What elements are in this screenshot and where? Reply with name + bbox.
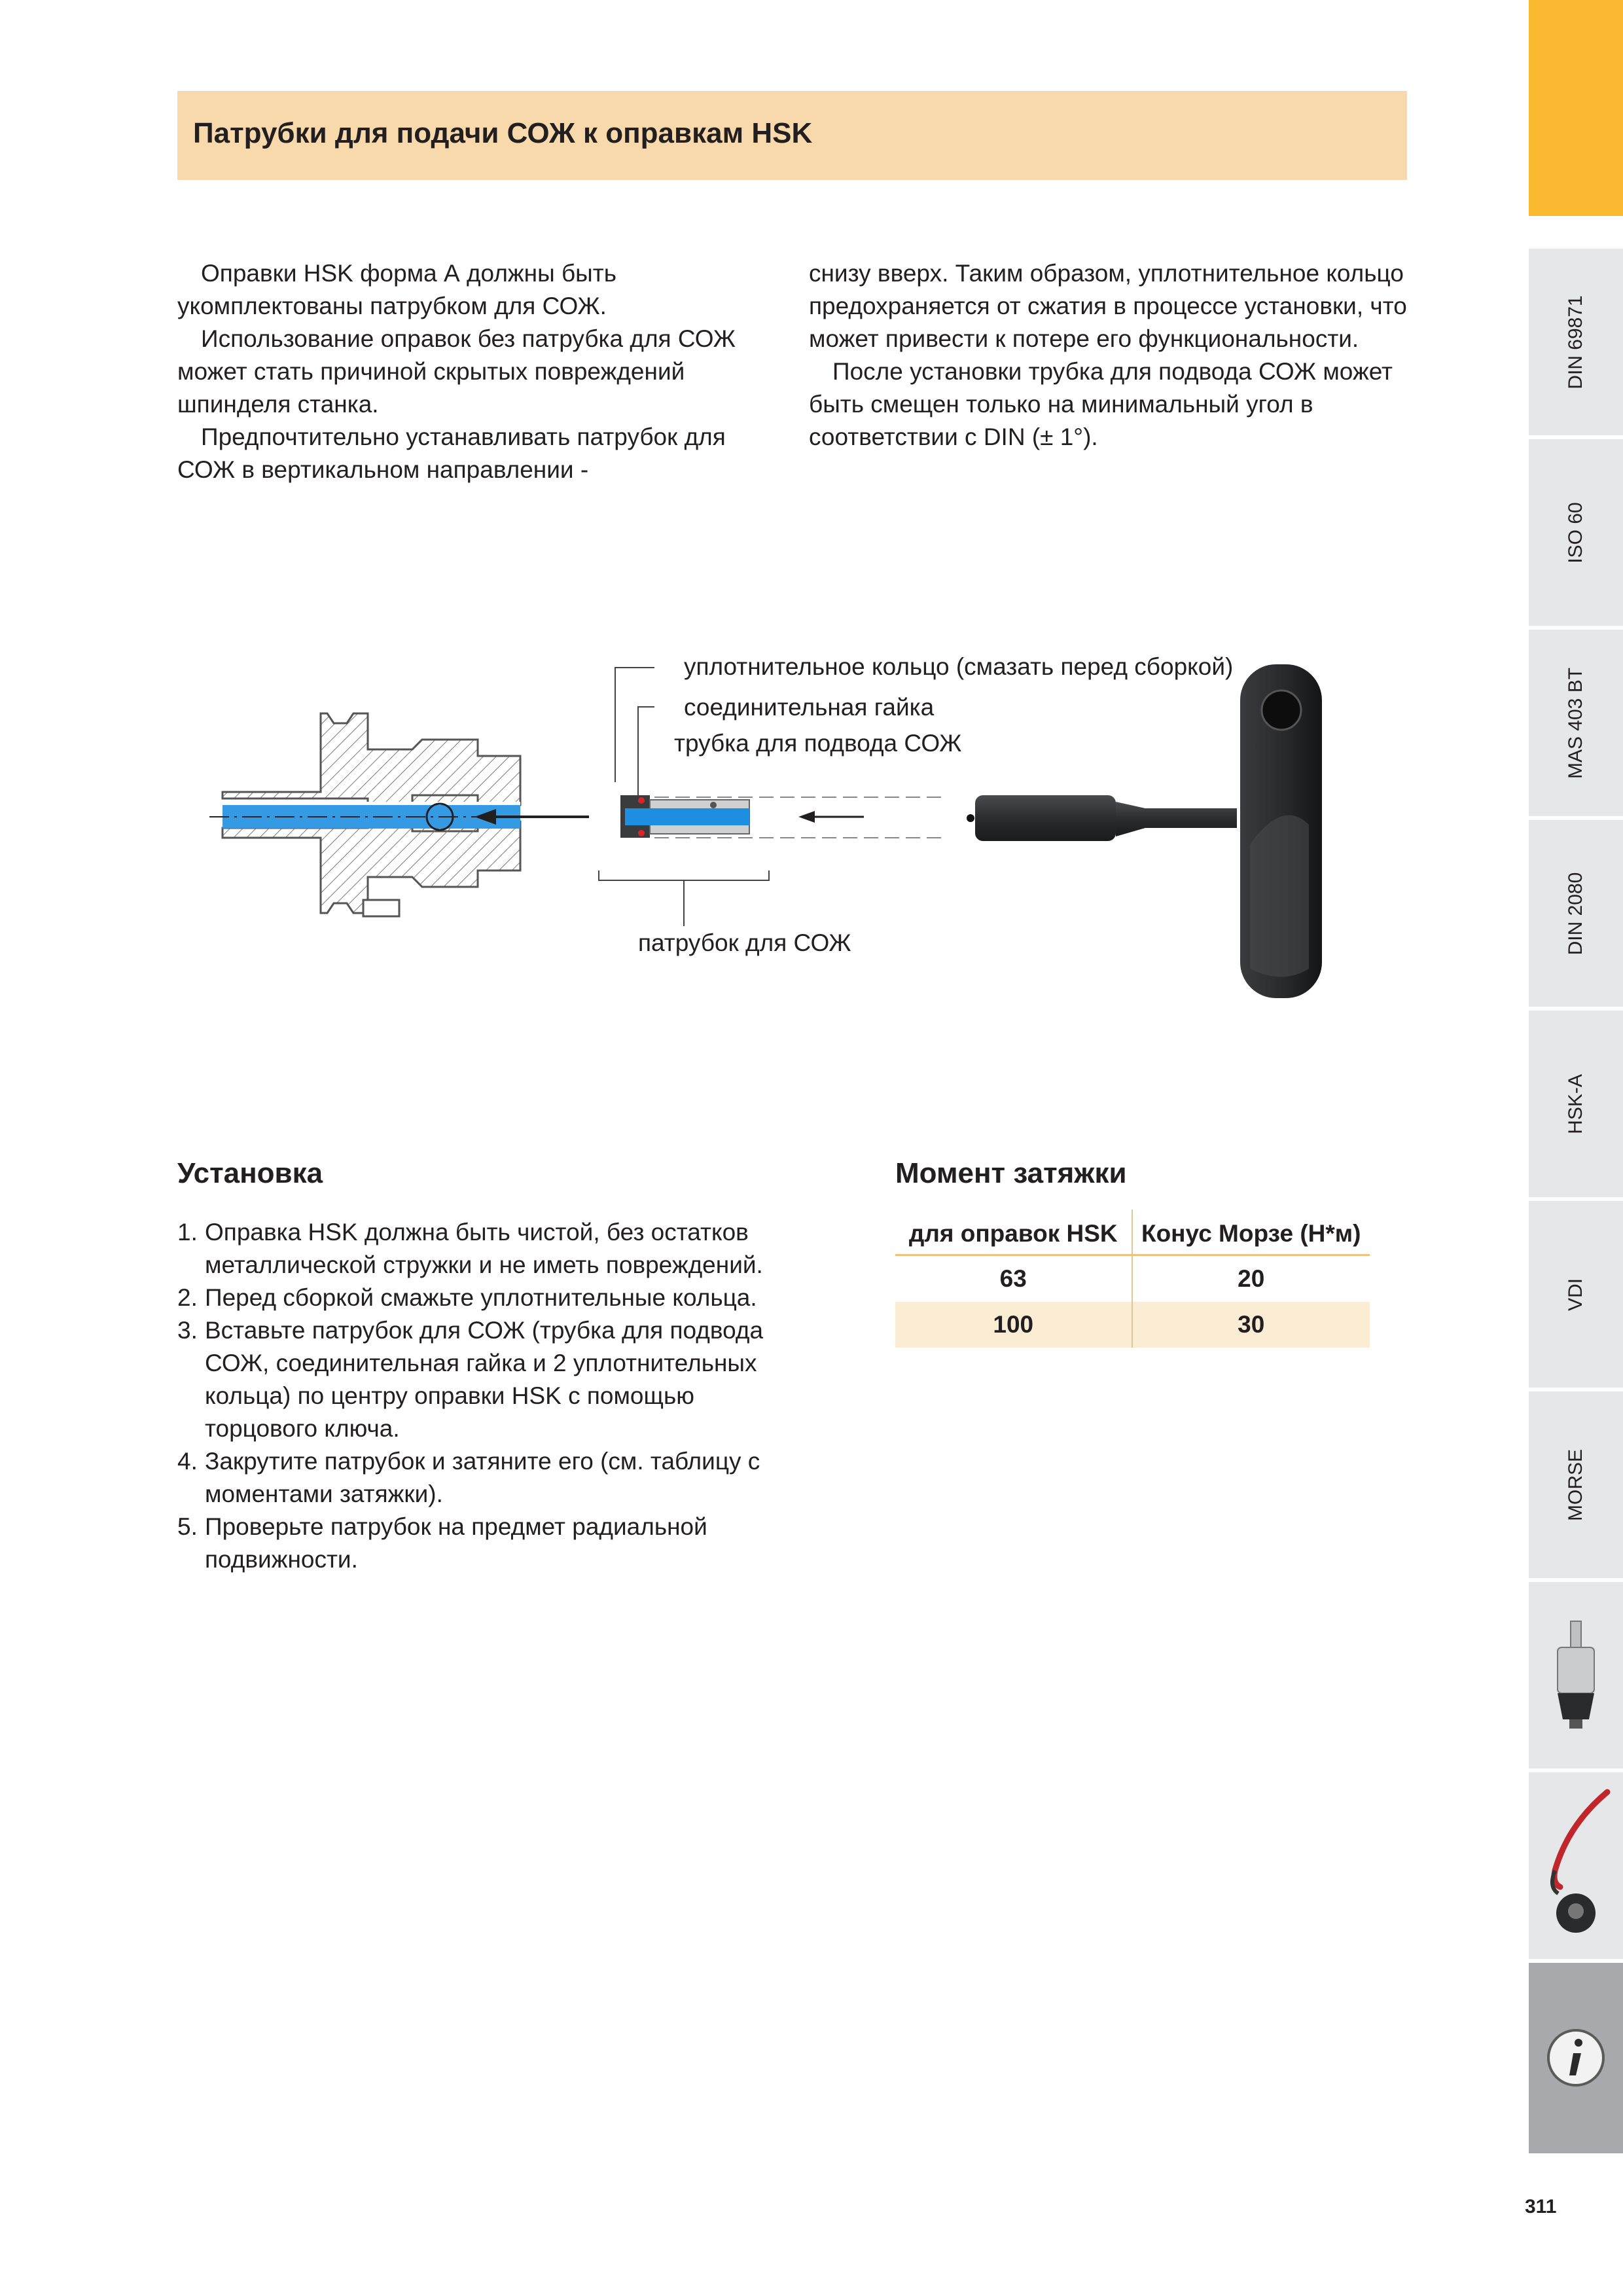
intro-paragraph: Оправки HSK форма А должны быть укомплектованы патрубком для СОЖ. (177, 260, 616, 319)
sidebar-tab-label: HSK-A (1565, 1073, 1586, 1134)
sidebar-tab-drill-chuck[interactable] (1529, 1582, 1623, 1768)
sidebar-tab-iso-60[interactable] (1529, 439, 1623, 626)
column-header: Конус Морзе (Н*м) (1141, 1220, 1361, 1247)
list-item (177, 1445, 799, 1511)
wrench-and-nut-icon (1529, 1772, 1623, 1959)
list-item (177, 1216, 799, 1282)
sidebar-tab-info[interactable] (1529, 1963, 1623, 2153)
table-cell: 20 (1238, 1265, 1265, 1292)
torque-table (895, 1210, 1370, 1348)
sidebar-tab-mas-403-bt[interactable] (1529, 630, 1623, 816)
leader-line (638, 707, 654, 795)
table-cell: 63 (895, 1256, 1133, 1302)
intro-paragraph: снизу вверх. Таким образом, уплотнительное кольцо предохраняется от сжатия в процессе установки, что может привести к потере его функциональности. (809, 260, 1407, 352)
table-row (895, 1256, 1370, 1302)
coolant-tube-diagram (196, 628, 1400, 1034)
sidebar-tab-din-69871[interactable] (1529, 249, 1623, 435)
table-row (895, 1302, 1370, 1348)
sidebar-tab-label: MAS 403 BT (1565, 667, 1586, 779)
step-number: 1. (177, 1219, 198, 1246)
intro-right-column (809, 257, 1418, 454)
intro-left-column (177, 257, 786, 486)
table-header-row (895, 1210, 1370, 1256)
table-cell: 30 (1238, 1311, 1265, 1338)
installation-heading: Установка (177, 1157, 323, 1189)
diagram-drawing (196, 628, 1400, 1034)
table-cell: 100 (895, 1302, 1133, 1348)
step-number: 5. (177, 1513, 198, 1540)
step-number: 2. (177, 1284, 198, 1311)
step-number: 3. (177, 1317, 198, 1344)
step-text: Оправка HSK должна быть чистой, без остатков металлической стружки и не иметь повреждений. (205, 1219, 763, 1278)
sidebar-tab-wrench-nut[interactable] (1529, 1772, 1623, 1959)
title-band (177, 91, 1407, 180)
label-nut: соединительная гайка (684, 694, 935, 721)
leader-line (615, 668, 654, 782)
t-handle-wrench-icon (967, 664, 1322, 998)
page-title: Патрубки для подачи СОЖ к оправкам HSK (193, 117, 813, 149)
installation-steps (177, 1216, 799, 1576)
intro-paragraph: Использование оправок без патрубка для СОЖ может стать причиной скрытых повреждений шпинделя станка. (177, 325, 736, 418)
column-header: для оправок HSK (895, 1210, 1133, 1254)
sidebar-tab-label: VDI (1565, 1278, 1586, 1311)
sidebar-tab-label: MORSE (1565, 1448, 1586, 1521)
sidebar-tab-label: DIN 69871 (1565, 295, 1586, 389)
sidebar-tab-vdi[interactable] (1529, 1201, 1623, 1388)
step-text: Закрутите патрубок и затяните его (см. таблицу с моментами затяжки). (205, 1448, 760, 1507)
sidebar-tab-din-2080[interactable] (1529, 820, 1623, 1007)
step-text: Перед сборкой смажьте уплотнительные кольца. (205, 1284, 757, 1311)
torque-heading: Момент затяжки (895, 1157, 1127, 1189)
sidebar-tab-label: ISO 60 (1565, 501, 1586, 564)
tool-arrow-head (798, 811, 815, 823)
sidebar-tab-hsk-a[interactable] (1529, 1011, 1623, 1197)
step-text: Проверьте патрубок на предмет радиальной подвижности. (205, 1513, 707, 1573)
intro-paragraph: Предпочтительно устанавливать патрубок для СОЖ в вертикальном направлении - (177, 423, 726, 483)
assembly-bracket (599, 870, 769, 880)
drill-chuck-icon (1529, 1582, 1623, 1768)
sidebar-tab-morse[interactable] (1529, 1391, 1623, 1578)
coolant-tube-assembly (620, 795, 749, 838)
list-item (177, 1511, 799, 1576)
label-o-ring: уплотнительное кольцо (смазать перед сборкой) (684, 653, 1234, 680)
list-item (177, 1282, 799, 1314)
page-number: 311 (1525, 2196, 1557, 2217)
sidebar (1529, 0, 1623, 2153)
label-assembly: патрубок для СОЖ (638, 929, 851, 956)
step-number: 4. (177, 1448, 198, 1475)
label-tube: трубка для подвода СОЖ (674, 730, 962, 757)
step-text: Вставьте патрубок для СОЖ (трубка для подвода СОЖ, соединительная гайка и 2 уплотнительных кольца) по центру оправки HSK с помощью торцового ключа. (205, 1317, 764, 1442)
sidebar-tab-label: DIN 2080 (1565, 872, 1586, 955)
list-item (177, 1314, 799, 1445)
info-icon (1529, 1963, 1623, 2153)
intro-paragraph: После установки трубка для подвода СОЖ может быть смещен только на минимальный угол в соответствии с DIN (± 1°). (809, 358, 1393, 450)
sidebar-accent-tab[interactable] (1529, 0, 1623, 216)
